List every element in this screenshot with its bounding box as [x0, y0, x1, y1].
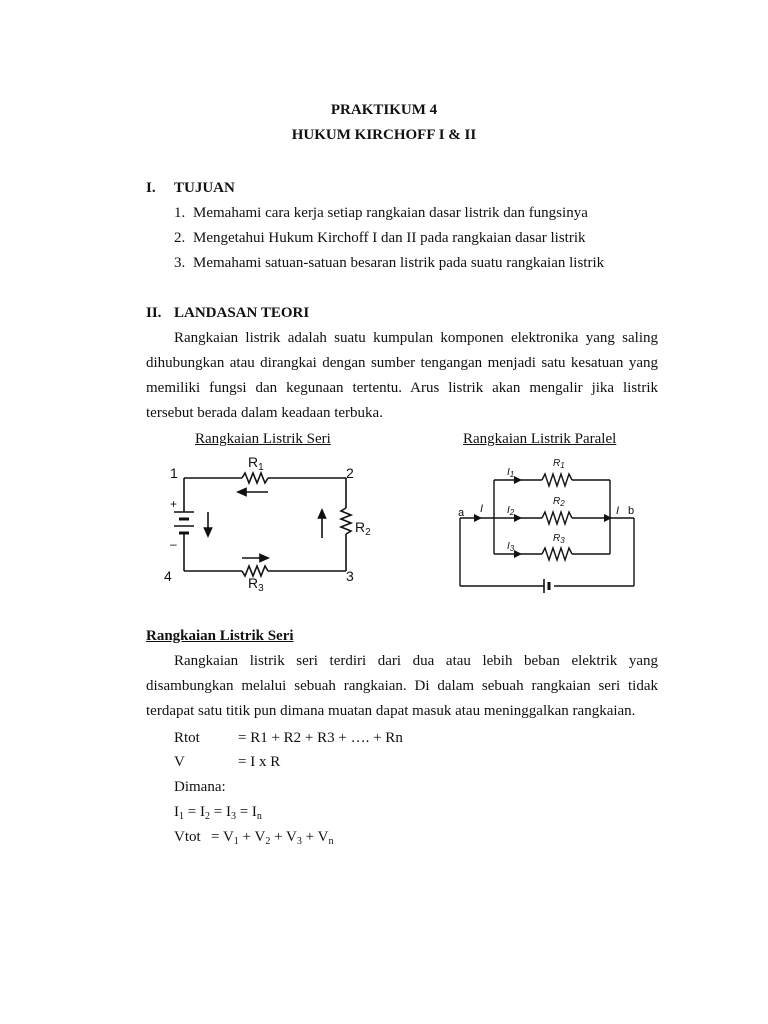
parallel-arrow-in — [474, 514, 482, 522]
series-node-3: 3 — [346, 568, 354, 584]
series-r2-label: $R_2$ — [355, 519, 371, 538]
series-arrow-up — [319, 510, 326, 518]
parallel-node-b: b — [628, 505, 635, 517]
objective-2-number: 2. — [174, 230, 186, 246]
section2-heading: LANDASAN TEORI — [174, 305, 310, 321]
series-r1-label: $R_1$ — [248, 454, 264, 473]
objective-2-text: Mengetahui Hukum Kirchoff I dan II pada rangkaian dasar listrik — [193, 230, 586, 246]
section1-heading: TUJUAN — [174, 180, 235, 196]
parallel-caption: Rangkaian Listrik Paralel — [463, 431, 617, 447]
theory-line-4: tersebut berada dalam keadaan terbuka. — [146, 405, 383, 421]
formula-v-label: V — [174, 754, 185, 770]
series-node-4: 4 — [164, 568, 172, 584]
voltage-equation: = $V_1 + V_2 + V_3 + V_n$ — [211, 829, 334, 847]
series-battery — [174, 512, 194, 540]
series-node-1: 1 — [170, 465, 178, 481]
parallel-arrow-out — [604, 514, 612, 522]
series-arrow-down — [205, 528, 212, 536]
section1-number: I. — [146, 180, 156, 196]
series-node-2: 2 — [346, 465, 354, 481]
formula-rtot-label: Rtot — [174, 730, 200, 746]
parallel-circuit-diagram — [452, 452, 652, 597]
parallel-node-a: a — [458, 507, 465, 519]
section2-number: II. — [146, 305, 162, 321]
dimana-label: Dimana: — [174, 779, 226, 795]
objective-1-text: Memahami cara kerja setiap rangkaian dasar listrik dan fungsinya — [193, 205, 588, 221]
voltage-equation-label: Vtot — [174, 829, 201, 845]
series-r2-zigzag — [341, 508, 351, 534]
current-equation: $I_1 = I_2 = I_3 = I_n$ — [174, 804, 262, 822]
objective-1-number: 1. — [174, 205, 186, 221]
theory-line-1: Rangkaian listrik adalah suatu kumpulan komponen elektronika yang saling — [174, 330, 658, 346]
parallel-current-out: I — [616, 505, 620, 517]
series-line-2: disambungkan melalui sebuah rangkaian. Di dalam sebuah rangkaian seri tidak — [146, 678, 658, 694]
series-line-3: terdapat satu titik pun dimana muatan dapat masuk atau meninggalkan rangkaian. — [146, 703, 636, 719]
theory-line-2: dihubungkan atau dirangkai dengan sumber tengangan menjadi satu kesatuan yang — [146, 355, 658, 371]
parallel-current-in: I — [480, 503, 484, 515]
series-minus-sign: – — [170, 537, 177, 551]
series-caption: Rangkaian Listrik Seri — [195, 431, 331, 447]
parallel-arrow-i1 — [514, 476, 522, 484]
series-r3-label: $R_3$ — [248, 575, 264, 594]
series-arrow-left — [238, 489, 246, 496]
page-subtitle: HUKUM KIRCHOFF I & II — [291, 127, 477, 143]
page-title: PRAKTIKUM 4 — [330, 102, 438, 118]
series-section-heading: Rangkaian Listrik Seri — [146, 628, 294, 644]
series-plus-sign: + — [170, 497, 178, 511]
parallel-i1-label: $I_1$ — [507, 467, 515, 479]
objective-3-text: Memahami satuan-satuan besaran listrik pada suatu rangkaian listrik — [193, 255, 605, 271]
parallel-i3-label: $I_3$ — [507, 541, 515, 553]
parallel-i2-label: $I_2$ — [507, 505, 515, 517]
formula-v-value: = I x R — [238, 754, 281, 770]
objective-3-number: 3. — [174, 255, 186, 271]
parallel-arrow-i2 — [514, 514, 522, 522]
series-arrow-right — [260, 555, 268, 562]
series-r1-zigzag — [242, 473, 268, 483]
parallel-r3-label: $R_3$ — [553, 533, 565, 545]
series-circuit-diagram — [150, 450, 380, 600]
theory-line-3: memiliki fungsi dan kegunaan tertentu. Arus listrik akan mengalir jika listrik — [146, 380, 658, 396]
parallel-r2-label: $R_2$ — [553, 496, 565, 508]
parallel-r1-label: $R_1$ — [553, 458, 565, 470]
series-line-1: Rangkaian listrik seri terdiri dari dua atau lebih beban elektrik yang — [174, 653, 658, 669]
parallel-battery — [544, 579, 549, 593]
parallel-arrow-i3 — [514, 550, 522, 558]
formula-rtot-value: = R1 + R2 + R3 + …. + Rn — [238, 730, 403, 746]
